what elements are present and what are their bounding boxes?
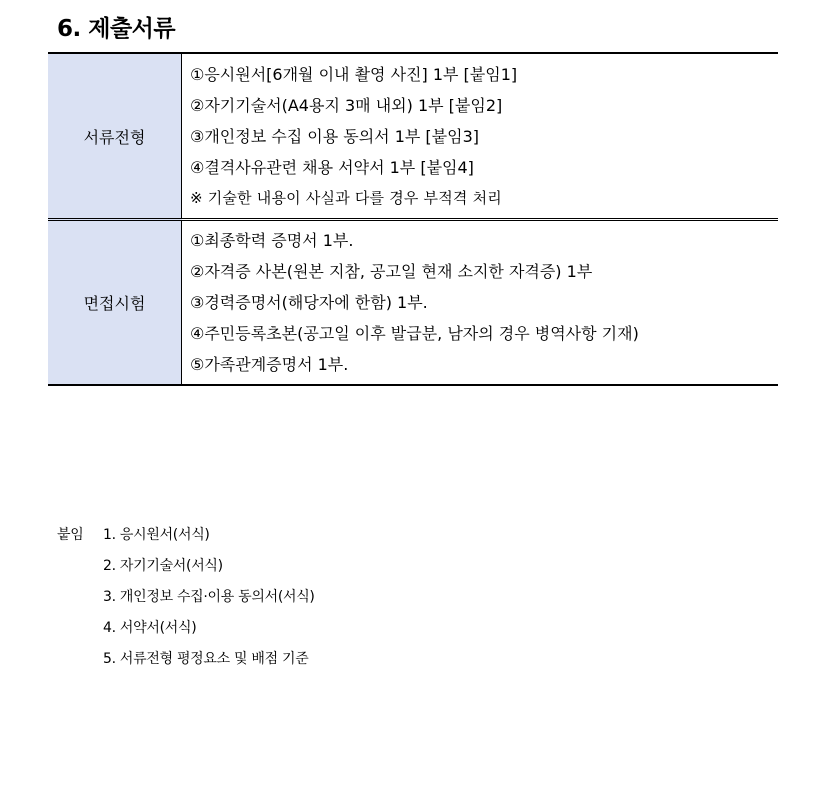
list-item: ③경력증명서(해당자에 한함) 1부. <box>190 293 428 312</box>
row-content <box>182 53 779 220</box>
attachment-item: 5. 서류전형 평정요소 및 배점 기준 <box>103 651 309 667</box>
list-item: ②자기기술서(A4용지 3매 내외) 1부 [붙임2] <box>190 95 503 115</box>
list-item: ①응시원서[6개월 이내 촬영 사진] 1부 [붙임1] <box>190 64 518 84</box>
disqualification-note: ※ 기술한 내용이 사실과 다를 경우 부적격 처리 <box>190 188 502 207</box>
attachments <box>57 520 315 675</box>
attachment-item: 3. 개인정보 수집·이용 동의서(서식) <box>103 589 315 605</box>
table-row-document-screening <box>48 53 778 220</box>
row-content <box>182 220 779 386</box>
list-item: ④주민등록초본(공고일 이후 발급분, 남자의 경우 병역사항 기재) <box>190 324 639 343</box>
attachment-item: 2. 자기기술서(서식) <box>103 558 223 574</box>
attachment-item: 1. 응시원서(서식) <box>103 527 210 543</box>
row-header: 면접시험 <box>48 220 182 386</box>
attachments-label: 붙임 <box>57 527 84 543</box>
section-title: 6. 제출서류 <box>57 16 176 42</box>
list-item: ②자격증 사본(원본 지참, 공고일 현재 소지한 자격증) 1부 <box>190 262 593 281</box>
list-item: ④결격사유관련 채용 서약서 1부 [붙임4] <box>190 157 474 177</box>
list-item: ⑤가족관계증명서 1부. <box>190 355 349 374</box>
documents-table <box>48 52 778 386</box>
row-header: 서류전형 <box>48 53 182 220</box>
list-item: ①최종학력 증명서 1부. <box>190 231 354 250</box>
table-row-interview <box>48 220 778 386</box>
attachment-item: 4. 서약서(서식) <box>103 620 197 636</box>
list-item: ③개인정보 수집 이용 동의서 1부 [붙임3] <box>190 126 480 146</box>
